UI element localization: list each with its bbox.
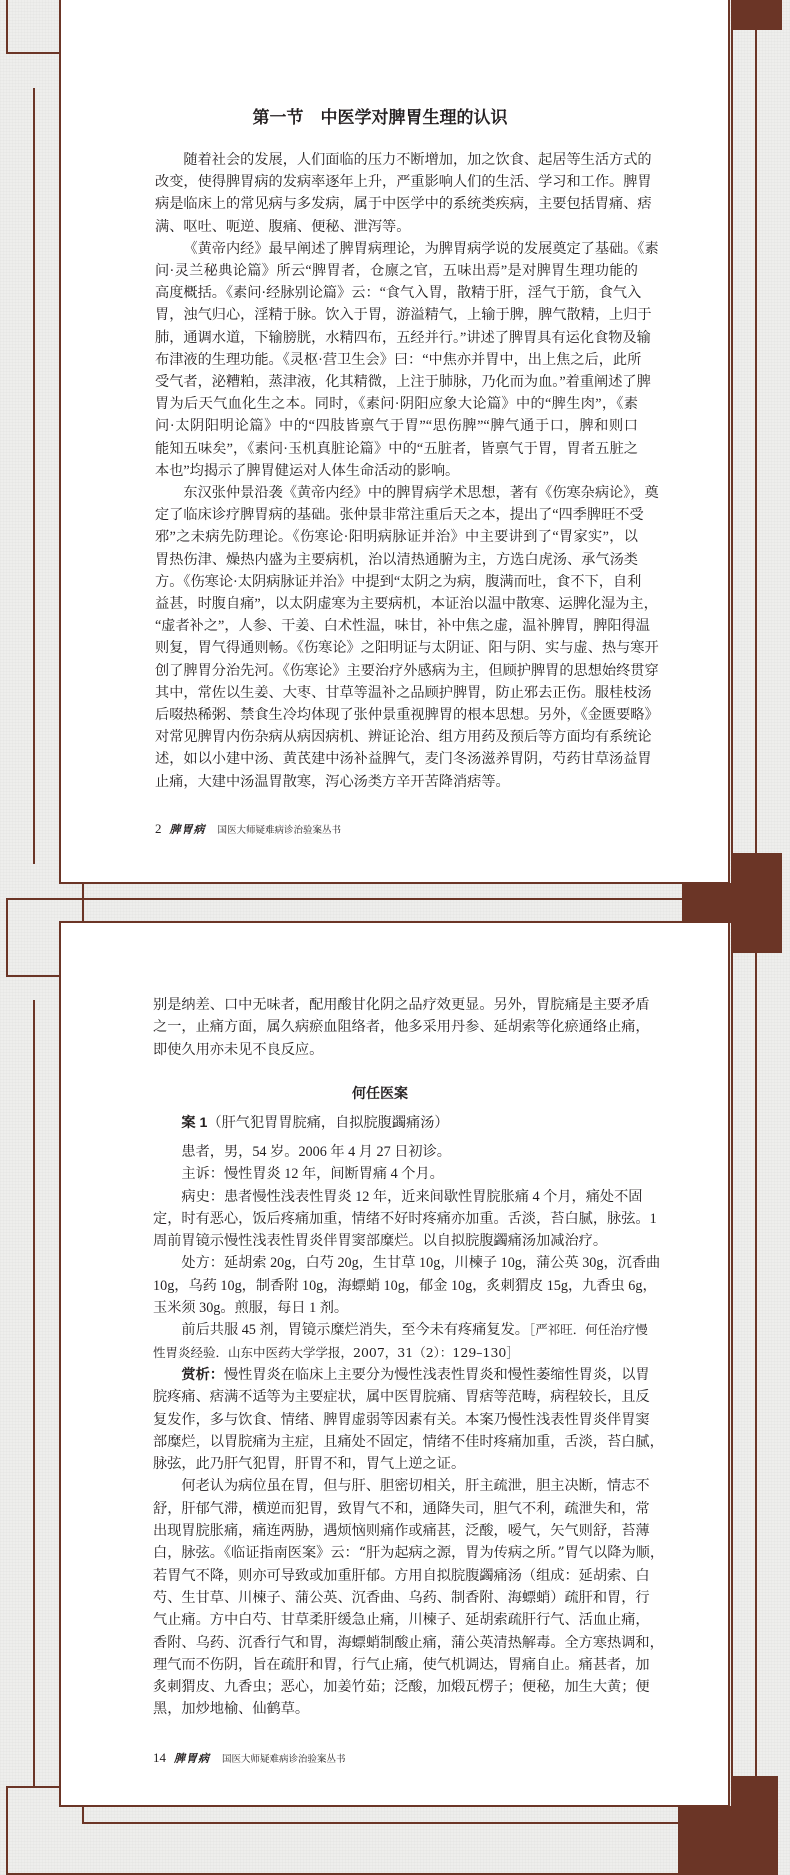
text-line: 《黄帝内经》最早阐述了脾胃病理论，为脾胃病学说的发展奠定了基础。《素 <box>183 240 659 257</box>
text-line <box>153 1587 650 1609</box>
paragraph <box>153 1141 636 1163</box>
paragraph <box>153 1163 636 1185</box>
paragraph <box>153 1252 661 1319</box>
citation: 性胃炎经验．山东中医药大学学报，2007，31（2）：129–130］ <box>153 1344 519 1360</box>
text-segment: 复发作，多与饮食、情绪、脾胃虚弱等因素有关。本案乃慢性浅表性胃炎伴胃窦 <box>153 1411 650 1428</box>
text-segment: （肝气犯胃胃脘痛，自拟脘腹蠲痛汤） <box>207 1115 449 1131</box>
page1-footer <box>155 821 341 837</box>
text-line: 布津液的生理功能。《灵枢·营卫生会》曰：“中焦亦并胃中，出上焦之后，此所 <box>155 351 642 368</box>
text-line <box>153 1676 650 1698</box>
case-title <box>153 1112 636 1134</box>
text-segment: 之一，止痛方面，属久病瘀血阻络者，他多采用丹参、延胡索等化瘀通络止痛， <box>153 1019 650 1036</box>
text-line: 邪”之未病先防理论。《伤寒论·阳明病脉证并治》中主要讲到了“胃家实”，以 <box>155 529 638 546</box>
text-line <box>153 1609 650 1631</box>
paragraph <box>153 1475 665 1720</box>
text-line: 改变，使得脾胃病的发病率逐年上升，严重影响人们的生活、学习和工作。脾胃 <box>155 174 652 191</box>
text-line <box>153 994 650 1016</box>
text-line: 述，如以小建中汤、黄芪建中汤补益脾气，麦门冬汤滋养胃阴，芍药甘草汤益胃 <box>155 751 652 768</box>
text-line <box>153 1520 650 1542</box>
paragraph <box>155 482 659 793</box>
text-line: 胃，浊气归心，淫精于脉。饮入于胃，游溢精气，上输于脾，脾气散精，上归于 <box>155 307 652 324</box>
case-heading: 何任医案 <box>352 1087 408 1102</box>
book-title: 脾胃病 <box>174 1753 210 1765</box>
text-line <box>153 1431 664 1453</box>
text-segment: 黑，加炒地榆、仙鹤草。 <box>153 1701 310 1718</box>
text-segment: 白，脉弦。《临证指南医案》云：“肝为起病之源，胃为传病之所。”胃气以降为顺， <box>153 1545 665 1562</box>
text-line <box>153 1342 636 1364</box>
text-line: 后啜热稀粥、禁食生冷均体现了张仲景重视脾胃的根本思想。另外，《金匮要略》 <box>155 707 659 724</box>
text-line <box>153 1386 650 1408</box>
text-line <box>153 1565 650 1587</box>
text-line: 定了临床诊疗脾胃病的基础。张仲景非常注重后天之本，提出了“四季脾旺不受 <box>155 507 644 524</box>
text-line <box>153 1632 664 1654</box>
paragraph <box>153 1112 636 1134</box>
text-line: 本也”均揭示了脾胃健运对人体生命活动的影响。 <box>155 462 460 479</box>
paragraph <box>153 1364 664 1475</box>
text-line: 10g，乌药 10g，制香附 10g，海螵蛸 10g，郁金 10g，炙刺猬皮 15g，九香虫 6g， <box>153 1277 657 1294</box>
text-line <box>153 1112 636 1134</box>
page2-body <box>153 1141 665 1721</box>
text-line: 满、呕吐、呃逆、腹痛、便秘、泄泻等。 <box>155 218 411 235</box>
text-segment: 出现胃脘胀痛，痛连两胁，遇烦恼则痛作或痛甚，泛酸，嗳气，矢气则舒，苔薄 <box>153 1523 650 1540</box>
text-segment: 理气而不伤阴，旨在疏肝和胃，行气止痛，使气机调达，胃痛自止。痛甚者，加 <box>153 1656 650 1673</box>
text-line: 病史：患者慢性浅表性胃炎 12 年，近来间歇性胃脘胀痛 4 个月，痛处不固 <box>181 1188 643 1205</box>
text-line: 肺，通调水道，下输膀胱，水精四布，五经并行。”讲述了脾胃具有运化食物及输 <box>155 329 651 346</box>
page2-footer <box>153 1750 346 1766</box>
text-line: 患者，男，54 岁。2006 年 4 月 27 日初诊。 <box>181 1144 451 1160</box>
text-line <box>153 1039 636 1061</box>
text-line: 主诉：慢性胃炎 12 年，间断胃痛 4 个月。 <box>181 1166 444 1183</box>
series-name: 国医大师疑难病诊治验案丛书 <box>217 825 342 836</box>
text-segment: 舒，肝郁气滞，横逆而犯胃，致胃气不和，通降失司，胆气不利，疏泄失和，常 <box>153 1500 650 1517</box>
text-line: 其中，常佐以生姜、大枣、甘草等温补之品顾护脾胃，防止邪去正伤。服桂枝汤 <box>155 684 652 701</box>
text-segment: 别是纳差、口中无味者，配用酸甘化阴之品疗效更显。另外，胃脘痛是主要矛盾 <box>153 997 650 1013</box>
page-number: 14 <box>153 1750 166 1765</box>
text-line: 止痛，大建中汤温胃散寒，泻心汤类方辛开苦降消痞等。 <box>155 773 510 790</box>
text-line: 周前胃镜示慢性浅表性胃炎伴胃窦部糜烂。以自拟脘腹蠲痛汤加减治疗。 <box>153 1233 608 1250</box>
section-title: 第一节 中医学对脾胃生理的认识 <box>252 108 508 127</box>
text-segment: 前后共服 45 剂，胃镜示糜烂消失，至今未有疼痛复发。 <box>181 1322 529 1339</box>
text-line <box>153 1453 636 1475</box>
text-line: 创了脾胃分治先河。《伤寒论》主要治疗外感病为主，但顾护脾胃的思想始终贯穿 <box>155 662 659 679</box>
text-line: 益甚，时腹自痛”，以太阴虚寒为主要病机，本证治以温中散寒、运脾化湿为主， <box>155 596 658 613</box>
text-line <box>153 1542 665 1564</box>
text-line <box>153 1364 650 1386</box>
text-segment: 炙刺猬皮、九香虫；恶心，加姜竹茹；泛酸，加煅瓦楞子；便秘，加生大黄；便 <box>153 1679 650 1696</box>
text-line <box>153 1409 650 1431</box>
text-line <box>153 1698 636 1720</box>
text-segment: 部糜烂，以胃脘痛为主症，且痛处不固定，情绪不佳时疼痛加重，舌淡，苔白腻， <box>153 1433 664 1450</box>
page1-body <box>155 149 659 793</box>
text-line: 方。《伤寒论·太阴病脉证并治》中提到“太阴之为病，腹满而吐，食不下，自利 <box>155 573 642 590</box>
text-line: 玉米须 30g。煎服，每日 1 剂。 <box>153 1300 349 1317</box>
text-line <box>153 1654 650 1676</box>
text-line: 胃热伤津、燥热内盛为主要病机，治以清热通腑为主，方选白虎汤、承气汤类 <box>155 551 638 568</box>
paragraph <box>155 238 659 482</box>
book-title: 脾胃病 <box>169 824 206 836</box>
text-segment: 若胃气不降，则亦可导致或加重肝郁。方用自拟脘腹蠲痛汤（组成：延胡索、白 <box>153 1567 650 1584</box>
text-line: “虚者补之”，人参、干姜、白术性温，味甘，补中焦之虚，温补脾胃，脾阳得温 <box>155 618 650 635</box>
bold-label: 赏析： <box>181 1366 224 1383</box>
citation: ［严祁旺．何任治疗慢 <box>529 1322 648 1338</box>
text-line: 能知五味矣”，《素问·玉机真脏论篇》中的“五脏者，皆禀气于胃，胃者五脏之 <box>155 440 638 457</box>
text-segment: 慢性胃炎在临床上主要分为慢性浅表性胃炎和慢性萎缩性胃炎，以胃 <box>223 1366 650 1383</box>
text-line: 问·灵兰秘典论篇》所云“脾胃者，仓廪之官，五味出焉”是对脾胃生理功能的 <box>155 263 638 280</box>
text-line: 对常见脾胃内伤杂病从病因病机、辨证论治、组方用药及预后等方面均有系统论 <box>155 729 652 746</box>
paragraph <box>155 149 652 238</box>
text-segment: 脘疼痛、痞满不适等为主要症状，属中医胃脘痛、胃痞等范畴，病程较长，且反 <box>153 1389 650 1406</box>
text-segment: 何老认为病位虽在胃，但与肝、胆密切相关，肝主疏泄，胆主决断，情志不 <box>181 1478 650 1495</box>
text-segment: 芍、生甘草、川楝子、蒲公英、沉香曲、乌药、制香附、海螵蛸）疏肝和胃，行 <box>153 1589 650 1606</box>
paragraph <box>153 1186 657 1253</box>
text-segment: 气止痛。方中白芍、甘草柔肝缓急止痛，川楝子、延胡索疏肝行气、活血止痛， <box>153 1612 650 1629</box>
text-segment: 脉弦，此乃肝气犯胃，肝胃不和，胃气上逆之证。 <box>153 1456 466 1473</box>
text-line: 处方：延胡索 20g，白芍 20g，生甘草 10g，川楝子 10g，蒲公英 30g，沉香曲 <box>181 1255 661 1272</box>
page-number: 2 <box>155 821 162 836</box>
text-line: 定，时有恶心，饭后疼痛加重，情绪不好时疼痛亦加重。舌淡，苔白腻，脉弦。1 <box>153 1210 657 1227</box>
text-line: 高度概括。《素问·经脉别论篇》云：“食气入胃，散精于肝，淫气于筋，食气入 <box>155 285 642 302</box>
text-line <box>153 1475 650 1497</box>
text-line <box>153 1016 650 1038</box>
text-line: 胃为后天气血化生之本。同时，《素问·阴阳应象大论篇》中的“脾生肉”，《素 <box>155 396 638 413</box>
text-line: 受气者，泌糟粕，蒸津液，化其精微，上注于肺脉，乃化而为血。”着重阐述了脾 <box>155 374 651 391</box>
text-segment: 香附、乌药、沉香行气和胃，海螵蛸制酸止痛，蒲公英清热解毒。全方寒热调和， <box>153 1634 664 1651</box>
paragraph <box>153 994 650 1061</box>
text-line <box>153 1319 648 1341</box>
text-line <box>153 1498 650 1520</box>
text-line: 病是临床上的常见病与多发病，属于中医学中的系统类疾病，主要包括胃痛、痞 <box>155 196 652 213</box>
bold-label: 案 1 <box>181 1115 208 1131</box>
text-segment: 即使久用亦未见不良反应。 <box>153 1041 324 1058</box>
text-line: 则复，胃气得通则畅。《伤寒论》之阳明证与太阴证、阳与阴、实与虚、热与寒开 <box>155 640 659 657</box>
text-line: 随着社会的发展，人们面临的压力不断增加，加之饮食、起居等生活方式的 <box>183 152 652 168</box>
text-line: 问·太阴阳明论篇》中的“四肢皆禀气于胃”“思伤脾”“脾气通于口，脾和则口 <box>155 418 638 435</box>
paragraph <box>153 1319 648 1364</box>
text-line: 东汉张仲景沿袭《黄帝内经》中的脾胃病学术思想，著有《伤寒杂病论》，奠 <box>183 485 659 502</box>
page2-intro <box>153 994 650 1061</box>
series-name: 国医大师疑难病诊治验案丛书 <box>222 1754 346 1765</box>
